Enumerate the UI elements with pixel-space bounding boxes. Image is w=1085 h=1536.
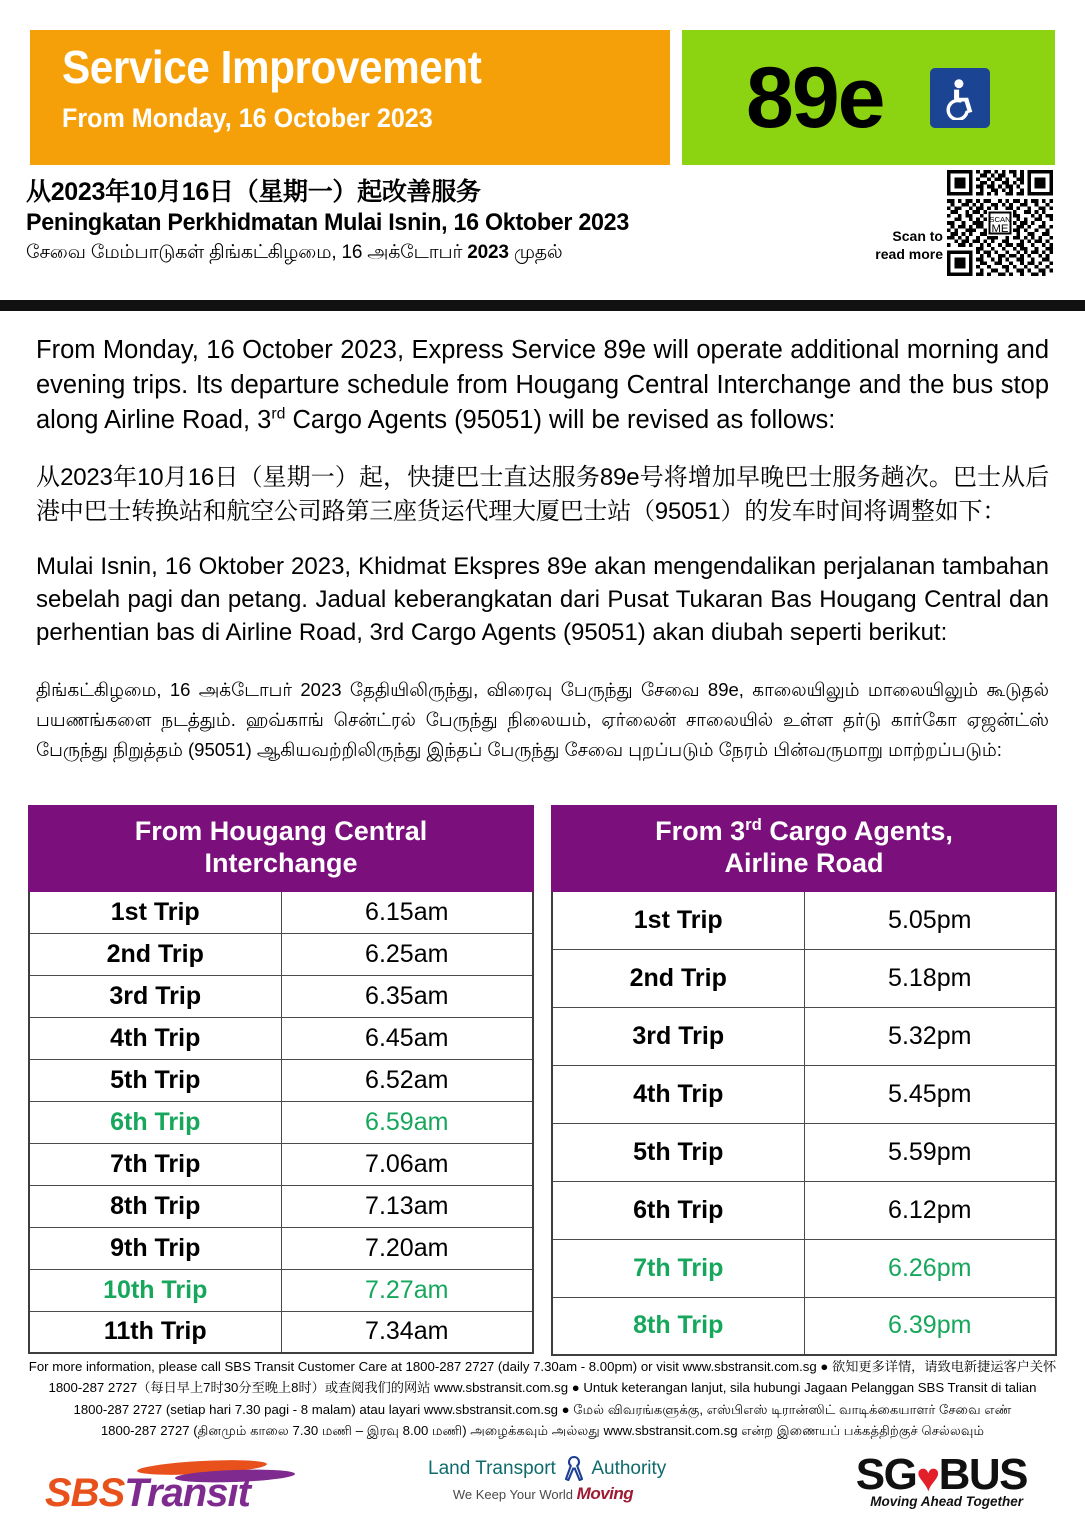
svg-text:ME: ME xyxy=(991,222,1009,235)
header-malay-line: Peningkatan Perkhidmatan Mulai Isnin, 16 Oktober 2023 xyxy=(26,208,629,236)
lta-tagline-text: We Keep Your World xyxy=(452,1487,574,1502)
right-table-wrapper xyxy=(551,805,1057,1356)
table-row xyxy=(29,1227,533,1269)
right-table-title-pre: From 3 xyxy=(655,816,746,846)
right-table-title-post: Cargo Agents, xyxy=(761,816,953,846)
sgbus-tagline: Moving Ahead Together xyxy=(870,1494,1023,1509)
trip-time-cell: 6.59am xyxy=(281,1101,533,1143)
table-row xyxy=(552,1181,1056,1239)
left-table-title-line2: Interchange xyxy=(204,847,358,878)
table-row xyxy=(552,1239,1056,1297)
table-row xyxy=(29,1143,533,1185)
table-row xyxy=(552,891,1056,949)
trip-time-cell: 7.20am xyxy=(281,1227,533,1269)
hougang-central-schedule-table xyxy=(28,805,534,1354)
footer-line-1: For more information, please call SBS Transit Customer Care at 1800-287 2727 (daily 7.30am - 8.00pm) or visit www.sbstransit.com.sg ● 欲知更多详情，请致电新捷运客户关怀 xyxy=(28,1359,1057,1374)
trip-label-cell: 3rd Trip xyxy=(29,975,281,1017)
lta-tagline xyxy=(428,1484,658,1504)
service-number-badge xyxy=(682,30,1055,165)
table-row xyxy=(29,1059,533,1101)
table-row xyxy=(29,1017,533,1059)
trip-label-cell: 2nd Trip xyxy=(29,933,281,975)
paragraph-english-superscript: rd xyxy=(271,405,286,423)
table-row xyxy=(29,891,533,933)
table-row xyxy=(29,933,533,975)
table-row xyxy=(552,949,1056,1007)
paragraph-english-part2: Cargo Agents (95051) will be revised as follows: xyxy=(285,405,836,434)
trip-label-cell: 8th Trip xyxy=(552,1297,804,1355)
header-tamil-post: முதல் xyxy=(508,241,563,263)
land-transport-authority-logo xyxy=(428,1455,667,1504)
sgbus-wordmark xyxy=(855,1450,1027,1500)
sgbus-wordmark-sg: SG xyxy=(855,1450,917,1499)
sbs-transit-logo xyxy=(45,1457,250,1513)
table-row xyxy=(29,975,533,1017)
table-header-row xyxy=(552,806,1056,891)
footer-line-3: 1800-287 2727 (setiap hari 7.30 pagi - 8 malam) atau layari www.sbstransit.com.sg ● மேல் விவரங்களுக்கு, எஸ்பிஎஸ் டிரான்ஸிட் வாடிக்கையாளர் சேவை எண் xyxy=(73,1401,1012,1417)
qr-code-icon[interactable] xyxy=(947,170,1053,276)
trip-label-cell: 9th Trip xyxy=(29,1227,281,1269)
banner-title: Service Improvement xyxy=(62,41,482,93)
lta-ribbon-icon xyxy=(561,1455,587,1481)
left-table-body xyxy=(29,891,533,1353)
paragraph-malay: Mulai Isnin, 16 Oktober 2023, Khidmat Ekspres 89e akan mengendalikan perjalanan tambahan sebelah pagi dan petang. Jadual keberangkatan dari Pusat Tukaran Bas Hougang Central dan perhentian bas di Airline Road, 3rd Cargo Agents (95051) akan diubah seperti berikut: xyxy=(36,552,1049,647)
scan-label-line2: read more xyxy=(875,245,943,262)
footer-line-2: 1800-287 2727（每日早上7时30分至晚上8时）或查阅我们的网站 www.sbstransit.com.sg ● Untuk keterangan lanjut, sila hubungi Jagaan Pelanggan SBS Transit di talian xyxy=(48,1380,1037,1396)
sbs-transit-wordmark xyxy=(45,1473,250,1513)
trip-label-cell: 10th Trip xyxy=(29,1269,281,1311)
table-row xyxy=(29,1269,533,1311)
poster-body xyxy=(0,311,1085,765)
trip-time-cell: 5.32pm xyxy=(804,1007,1056,1065)
table-row xyxy=(552,1297,1056,1355)
sbs-wordmark-transit: Transit xyxy=(124,1471,250,1515)
cargo-agents-schedule-table xyxy=(551,805,1057,1356)
table-row xyxy=(552,1065,1056,1123)
header-divider xyxy=(0,300,1085,311)
left-table-title-line1: From Hougang Central xyxy=(134,816,428,846)
trip-time-cell: 5.45pm xyxy=(804,1065,1056,1123)
trip-label-cell: 6th Trip xyxy=(552,1181,804,1239)
footer-contact-info xyxy=(0,1356,1085,1442)
scan-label xyxy=(843,228,943,263)
sgbus-wordmark-bus: BUS xyxy=(938,1450,1027,1499)
trip-label-cell: 5th Trip xyxy=(29,1059,281,1101)
trip-time-cell: 6.52am xyxy=(281,1059,533,1101)
trip-label-cell: 1st Trip xyxy=(552,891,804,949)
qr-block xyxy=(874,170,1079,292)
trip-time-cell: 6.26pm xyxy=(804,1239,1056,1297)
trip-label-cell: 8th Trip xyxy=(29,1185,281,1227)
trip-time-cell: 7.06am xyxy=(281,1143,533,1185)
service-improvement-banner xyxy=(30,30,670,165)
trip-label-cell: 2nd Trip xyxy=(552,949,804,1007)
trip-label-cell: 4th Trip xyxy=(29,1017,281,1059)
lta-wordmark-part2: Authority xyxy=(591,1458,667,1479)
header-tamil-line xyxy=(26,241,648,266)
trip-time-cell: 5.18pm xyxy=(804,949,1056,1007)
lta-wordmark xyxy=(428,1455,667,1481)
footer-logos xyxy=(0,1445,1085,1536)
lta-tagline-moving: Moving xyxy=(576,1484,634,1503)
right-table-title-superscript: rd xyxy=(745,815,762,834)
banner-subtitle: From Monday, 16 October 2023 xyxy=(62,102,433,133)
wheelchair-accessible-icon xyxy=(930,68,990,128)
schedule-tables xyxy=(0,805,1085,1356)
paragraph-english xyxy=(36,333,1049,438)
trip-label-cell: 3rd Trip xyxy=(552,1007,804,1065)
table-row xyxy=(552,1007,1056,1065)
trip-time-cell: 6.15am xyxy=(281,891,533,933)
footer-line-4: 1800-287 2727 (தினமும் காலை 7.30 மணி – இரவு 8.00 மணி) அழைக்கவும் அல்லது www.sbstransit.com.sg என்ற இணையப் பக்கத்திற்குச் செல்லவும் xyxy=(100,1423,985,1439)
header-tamil-pre: சேவை மேம்பாடுகள் திங்கட்கிழமை, 16 அக்டோபர் xyxy=(26,241,468,263)
right-table-title-line2: Airline Road xyxy=(724,847,884,878)
paragraph-chinese: 从2023年10月16日（星期一）起，快捷巴士直达服务89e号将增加早晚巴士服务趟次。巴士从后港中巴士转换站和航空公司路第三座货运代理大厦巴士站（95051）的发车时间将调整如下： xyxy=(36,463,1049,525)
header-tamil-year: 2023 xyxy=(467,241,509,263)
trip-label-cell: 1st Trip xyxy=(29,891,281,933)
left-table-title xyxy=(29,806,533,891)
lta-wordmark-part1: Land Transport xyxy=(428,1458,556,1479)
trip-time-cell: 6.25am xyxy=(281,933,533,975)
service-number: 89e xyxy=(746,49,884,146)
trip-time-cell: 5.59pm xyxy=(804,1123,1056,1181)
trip-time-cell: 7.13am xyxy=(281,1185,533,1227)
heart-icon: ♥ xyxy=(916,1456,939,1500)
trip-time-cell: 6.12pm xyxy=(804,1181,1056,1239)
trip-time-cell: 7.34am xyxy=(281,1311,533,1353)
trip-label-cell: 7th Trip xyxy=(552,1239,804,1297)
trip-time-cell: 6.45am xyxy=(281,1017,533,1059)
svg-text:SCAN: SCAN xyxy=(989,214,1011,224)
table-header-row xyxy=(29,806,533,891)
sbs-wordmark-sbs: SBS xyxy=(45,1471,125,1515)
poster-header xyxy=(0,0,1085,300)
table-row xyxy=(29,1185,533,1227)
sg-bus-logo xyxy=(855,1450,1027,1509)
header-chinese-line: 从2023年10月16日（星期一）起改善服务 xyxy=(26,178,481,206)
header-language-lines xyxy=(26,178,648,265)
trip-time-cell: 6.35am xyxy=(281,975,533,1017)
table-row xyxy=(29,1101,533,1143)
scan-label-line1: Scan to xyxy=(892,228,943,244)
paragraph-tamil: திங்கட்கிழமை, 16 அக்டோபர் 2023 தேதியிலிருந்து, விரைவு பேருந்து சேவை 89e, காலையிலும் மாலையிலும் கூடுதல் பயணங்களை நடத்தும். ஹவ்காங் சென்ட்ரல் பேருந்து நிலையம், ஏர்லைன் சாலையில் உள்ள தர்டு கார்கோ ஏஜன்ட்ஸ் பேருந்து நிறுத்தம் (95051) ஆகியவற்றிலிருந்து இந்தப் பேருந்து சேவை புறப்படும் நேரம் பின்வருமாறு மாற்றப்படும்: xyxy=(36,679,1049,761)
trip-label-cell: 11th Trip xyxy=(29,1311,281,1353)
trip-label-cell: 7th Trip xyxy=(29,1143,281,1185)
table-row xyxy=(552,1123,1056,1181)
trip-time-cell: 5.05pm xyxy=(804,891,1056,949)
trip-time-cell: 7.27am xyxy=(281,1269,533,1311)
right-table-body xyxy=(552,891,1056,1355)
trip-label-cell: 6th Trip xyxy=(29,1101,281,1143)
right-table-title xyxy=(552,806,1056,891)
trip-label-cell: 4th Trip xyxy=(552,1065,804,1123)
paragraph-english-part1: From Monday, 16 October 2023, Express Service 89e will operate additional morning and evening trips. Its departure schedule from Hougang Central Interchange and the bus stop along Airline Road, 3 xyxy=(36,336,1049,434)
trip-time-cell: 6.39pm xyxy=(804,1297,1056,1355)
left-table-wrapper xyxy=(28,805,534,1356)
trip-label-cell: 5th Trip xyxy=(552,1123,804,1181)
table-row xyxy=(29,1311,533,1353)
